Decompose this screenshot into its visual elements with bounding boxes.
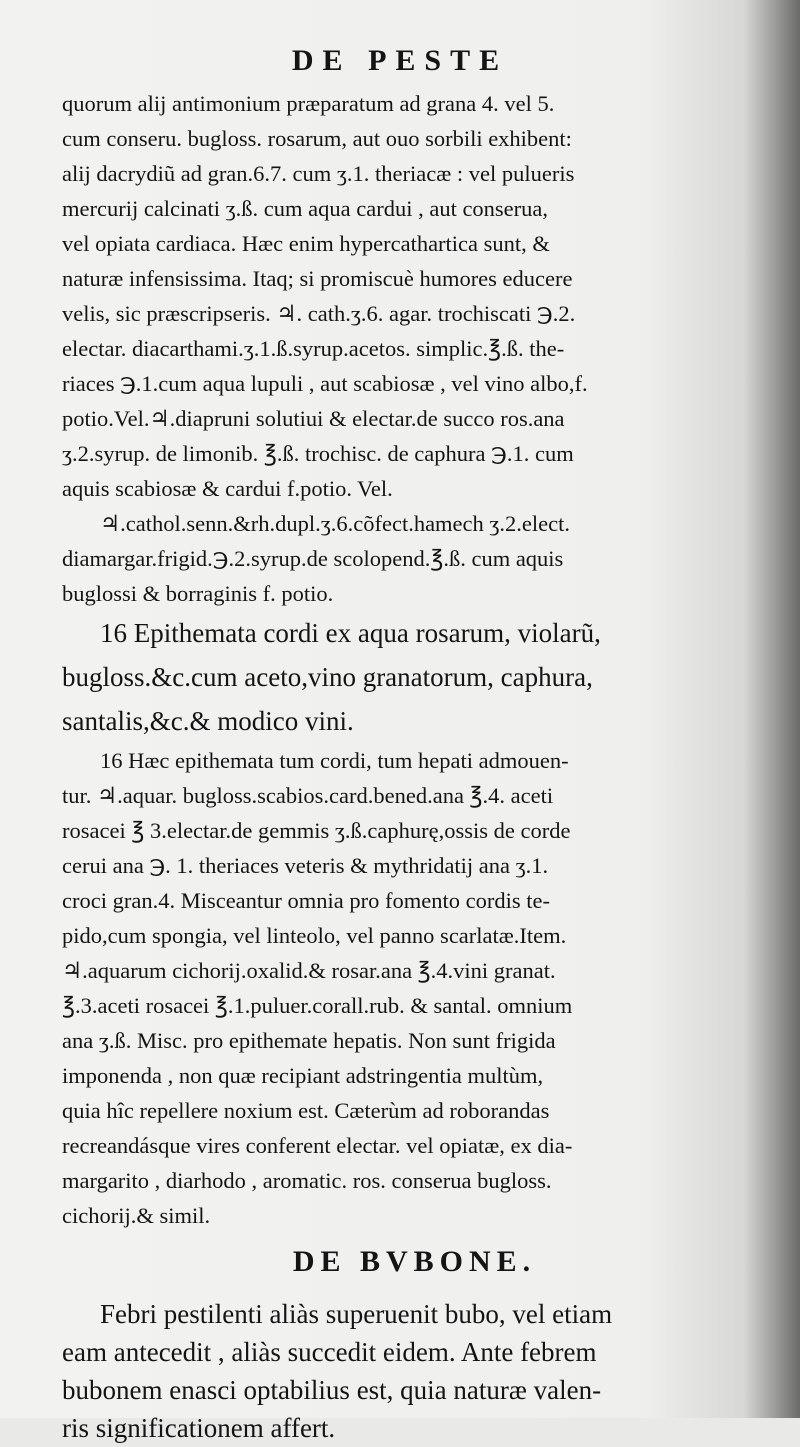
text-line: rosacei ℥ 3.electar.de gemmis ʒ.ß.caphurę,ossis de corde [62,818,571,843]
text-line: ♃.cathol.senn.&rh.dupl.ʒ.6.cõfect.hamech ʒ.2.elect. [100,511,570,536]
text-line: vel opiata cardiaca. Hæc enim hypercathartica sunt, & [62,231,550,256]
text-line: potio.Vel.♃.diapruni solutiui & electar.de succo ros.ana [62,406,565,431]
paragraph-recipe [62,506,767,611]
text-line: 16 Hæc epithemata tum cordi, tum hepati admouen- [100,748,569,773]
text-line: Febri pestilenti aliàs superuenit bubo, vel etiam [100,1299,613,1329]
text-line: bubonem enasci optabilius est, quia naturæ valen- [62,1375,602,1405]
text-line: aquis scabiosæ & cardui f.potio. Vel. [62,476,393,501]
paragraph-commentary [62,743,767,1233]
text-line: buglossi & borraginis f. potio. [62,581,334,606]
text-line: ʒ.2.syrup. de limonib. ℥.ß. trochisc. de caphura ℈.1. cum [62,441,574,466]
text-line: riaces ℈.1.cum aqua lupuli , aut scabiosæ , vel vino albo,f. [62,371,588,396]
text-line: cerui ana ℈. 1. theriaces veteris & mythridatij ana ʒ.1. [62,853,549,878]
text-line: bugloss.&c.cum aceto,vino granatorum, caphura, [62,662,593,692]
text-line: tur. ♃.aquar. bugloss.scabios.card.bened.ana ℥.4. aceti [62,783,554,808]
text-line: ana ʒ.ß. Misc. pro epithemate hepatis. Non sunt frigida [62,1028,556,1053]
text-line: imponenda , non quæ recipiant adstringentia multùm, [62,1063,544,1088]
paragraph-epithemata [62,611,767,743]
text-line: 16 Epithemata cordi ex aqua rosarum, violarũ, [100,618,601,648]
text-line: diamargar.frigid.℈.2.syrup.de scolopend.℥.ß. cum aquis [62,546,564,571]
text-line: santalis,&c.& modico vini. [62,706,354,736]
text-line: ℥.3.aceti rosacei ℥.1.puluer.corall.rub. & santal. omnium [62,993,573,1018]
text-block [62,86,767,1447]
text-line: quia hîc repellere noxium est. Cæterùm ad roborandas [62,1098,550,1123]
paragraph-bubo [62,1295,767,1447]
text-line: ris significationem affert. [62,1413,336,1443]
text-line: pido,cum spongia, vel linteolo, vel panno scarlatæ.Item. [62,923,567,948]
text-line: cum conseru. bugloss. rosarum, aut ouo sorbili exhibent: [62,126,572,151]
text-line: quorum alij antimonium præparatum ad grana 4. vel 5. [62,91,555,116]
text-line: margarito , diarhodo , aromatic. ros. conserua bugloss. [62,1168,552,1193]
text-line: mercurij calcinati ʒ.ß. cum aqua cardui , aut conserua, [62,196,549,221]
text-line: naturæ infensissima. Itaq; si promiscuè humores educere [62,266,573,291]
paragraph-antimony [62,86,767,506]
running-head: DE PESTE [291,44,509,77]
text-line: ♃.aquarum cichorij.oxalid.& rosar.ana ℥.4.vini granat. [62,958,556,983]
text-line: electar. diacarthami.ʒ.1.ß.syrup.acetos. simplic.℥.ß. the- [62,336,565,361]
text-line: velis, sic præscripseris. ♃. cath.ʒ.6. agar. trochiscati ℈.2. [62,301,576,326]
text-line: recreandásque vires conferent electar. vel opiatæ, ex dia- [62,1133,573,1158]
text-line: alij dacrydiũ ad gran.6.7. cum ʒ.1. theriacæ : vel pulueris [62,161,575,186]
text-line: eam antecedit , aliàs succedit eidem. Ante febrem [62,1337,597,1367]
text-line: croci gran.4. Misceantur omnia pro fomento cordis te- [62,888,550,913]
section-heading: DE BVBONE. [292,1245,537,1278]
text-line: cichorij.& simil. [62,1203,211,1228]
